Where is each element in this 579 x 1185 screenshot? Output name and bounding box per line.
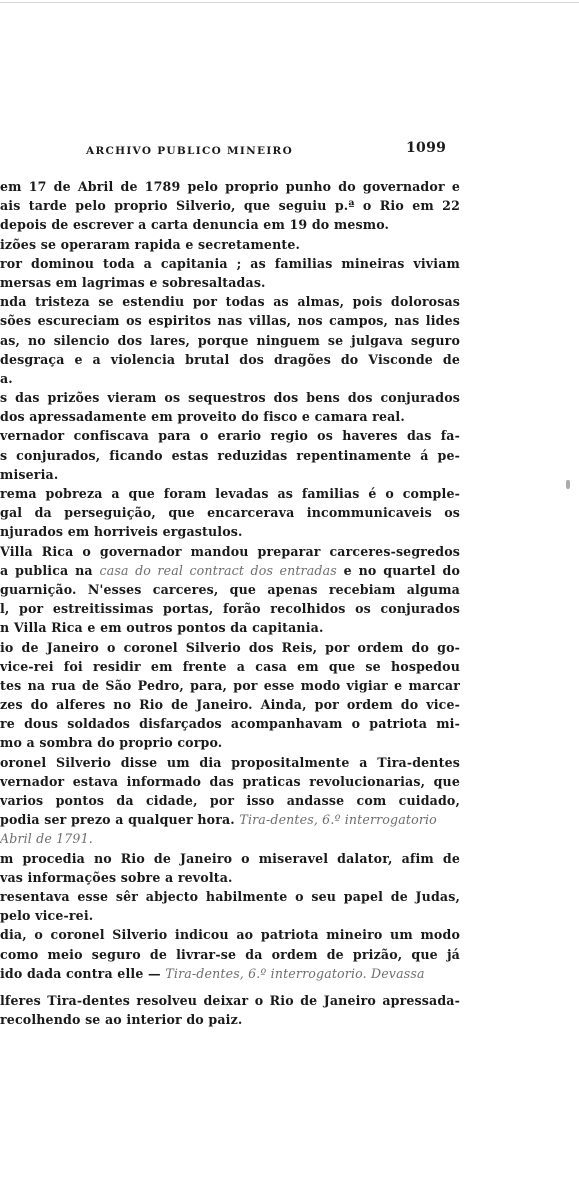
text-line	[0, 618, 460, 637]
line-text: gal da perseguição, que encarcerava incommunicaveis os	[0, 505, 460, 521]
line-text: oronel Silverio disse um dia propositalmente a Tira-dentes	[0, 754, 460, 770]
line-text: tes na rua de São Pedro, para, por esse modo vigiar e marcar	[0, 677, 460, 693]
line-text: njurados em horriveis ergastulos.	[0, 524, 243, 540]
top-rule	[0, 2, 579, 3]
line-text: dia, o coronel Silverio indicou ao patriota mineiro um modo	[0, 927, 460, 943]
line-text: as, no silencio dos lares, porque ninguem se julgava seguro	[0, 332, 460, 348]
text-line	[0, 638, 460, 657]
text-line	[0, 599, 460, 618]
text-line	[0, 273, 460, 292]
text-line	[0, 350, 460, 369]
text-line	[0, 446, 460, 465]
line-text: Villa Rica o governador mandou preparar carceres-segredos	[0, 543, 460, 559]
text-line	[0, 388, 460, 407]
line-text: depois de escrever a carta denuncia em 19 do mesmo.	[0, 217, 390, 233]
line-text: a publica na	[0, 562, 93, 578]
line-text: pelo vice-rei.	[0, 908, 94, 924]
line-text: mo a sombra do proprio corpo.	[0, 735, 223, 751]
text-line	[0, 925, 460, 944]
line-text: desgraça e a violencia brutal dos dragões do Visconde de	[0, 351, 460, 367]
line-text: s das prizões vieram os sequestros dos bens dos conjurados	[0, 390, 460, 406]
line-text: miseria.	[0, 466, 59, 482]
text-line	[0, 254, 460, 273]
line-text: guarnição. N'esses carceres, que apenas recebiam alguma	[0, 581, 460, 597]
line-text: io de Janeiro o coronel Silverio dos Reis, por ordem do go-	[0, 639, 460, 655]
text-line	[0, 292, 460, 311]
line-text: s conjurados, ficando estas reduzidas repentinamente á pe-	[0, 447, 460, 463]
text-line	[0, 369, 460, 388]
line-text: vas informações sobre a revolta.	[0, 869, 233, 885]
faded-annotation: casa do real contract dos entradas	[99, 562, 337, 578]
text-line	[0, 215, 460, 234]
line-text: nda tristeza se estendiu por todas as almas, pois dolorosas	[0, 294, 460, 310]
line-text: sões escureciam os espiritos nas villas, nos campos, nas lides	[0, 313, 460, 329]
line-text: ais tarde pelo proprio Silverio, que seguiu p.ª o Rio em 22	[0, 198, 460, 214]
text-line	[0, 426, 460, 445]
text-line	[0, 561, 460, 580]
faded-annotation: Tira-dentes, 6.º interrogatorio. Devassa	[165, 965, 425, 981]
line-text: re dous soldados disfarçados acompanhavam o patriota mi-	[0, 716, 460, 732]
text-line	[0, 196, 460, 215]
text-line	[0, 676, 460, 695]
line-text: resentava esse sêr abjecto habilmente o seu papel de Judas,	[0, 888, 460, 904]
line-text: rema pobreza a que foram levadas as familias é o comple-	[0, 486, 460, 501]
text-line	[0, 829, 460, 848]
line-text: ido dada contra elle —	[0, 965, 161, 981]
text-line	[0, 810, 460, 829]
text-line	[0, 465, 460, 484]
text-line	[0, 235, 460, 254]
line-text: a.	[0, 370, 13, 386]
line-text: mersas em lagrimas e sobresaltadas.	[0, 274, 266, 290]
line-text: podia ser prezo a qualquer hora.	[0, 812, 235, 828]
text-line	[0, 849, 460, 868]
text-line	[0, 311, 460, 330]
line-text: n Villa Rica e em outros pontos da capitania.	[0, 620, 324, 636]
line-text: dos apressadamente em proveito do fisco e camara real.	[0, 409, 405, 425]
text-line	[0, 887, 460, 906]
line-text: recolhendo se ao interior do paiz.	[0, 1012, 243, 1028]
line-text: ror dominou toda a capitania ; as familias mineiras viviam	[0, 255, 460, 271]
text-line	[0, 868, 460, 887]
faded-annotation: Tira-dentes, 6.º interrogatorio	[239, 812, 437, 828]
text-line	[0, 964, 460, 983]
page-header	[0, 140, 579, 162]
line-text: vice-rei foi residir em frente a casa em que se hospedou	[0, 658, 460, 674]
line-text: lferes Tira-dentes resolveu deixar o Rio de Janeiro apressada-	[0, 992, 460, 1008]
text-line	[0, 542, 460, 561]
line-text: vernador estava informado das praticas revolucionarias, que	[0, 773, 460, 789]
text-line	[0, 695, 460, 714]
text-line	[0, 657, 460, 676]
line-text: em 17 de Abril de 1789 pelo proprio punho do governador e	[0, 179, 460, 194]
text-line	[0, 503, 460, 522]
text-line	[0, 522, 460, 541]
body-text	[0, 177, 460, 1029]
text-line	[0, 714, 460, 733]
line-text: vernador confiscava para o erario regio os haveres das fa-	[0, 428, 460, 444]
text-line	[0, 580, 460, 599]
faded-annotation: Abril de 1791.	[0, 831, 93, 847]
text-line	[0, 906, 460, 925]
line-text: l, por estreitissimas portas, forão recolhidos os conjurados	[0, 601, 460, 617]
line-text-after: e no quartel do	[336, 562, 460, 578]
running-title: ARCHIVO PUBLICO MINEIRO	[86, 145, 294, 157]
text-line	[0, 772, 460, 791]
text-line	[0, 331, 460, 350]
text-line	[0, 733, 460, 752]
text-line	[0, 1010, 460, 1029]
text-line	[0, 484, 460, 503]
line-text: izões se operaram rapida e secretamente.	[0, 236, 301, 252]
text-line	[0, 177, 460, 196]
text-line	[0, 407, 460, 426]
line-text: varios pontos da cidade, por isso andasse com cuidado,	[0, 793, 460, 808]
text-line	[0, 791, 460, 810]
scan-mark	[566, 480, 570, 489]
page-number: 1099	[406, 140, 447, 156]
text-line	[0, 753, 460, 772]
text-line	[0, 945, 460, 964]
text-line	[0, 991, 460, 1010]
line-text: zes do alferes no Rio de Janeiro. Ainda, por ordem do vice-	[0, 697, 460, 713]
line-text: m procedia no Rio de Janeiro o miseravel dalator, afim de	[0, 850, 460, 866]
line-text: como meio seguro de livrar-se da ordem de prizão, que já	[0, 946, 460, 962]
